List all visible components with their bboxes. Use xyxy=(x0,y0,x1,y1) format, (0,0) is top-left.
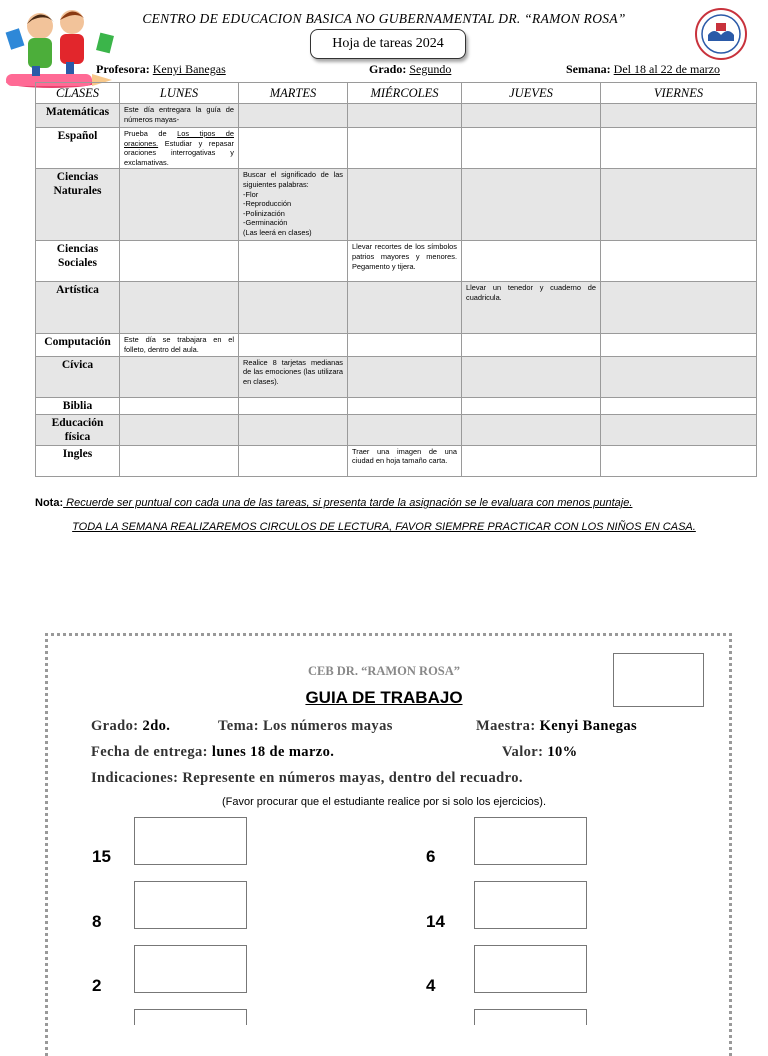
task-cell xyxy=(348,282,462,334)
answer-box[interactable] xyxy=(134,945,247,993)
teacher-info: Profesora: Kenyi Banegas xyxy=(96,62,226,76)
sheet-title: Hoja de tareas 2024 xyxy=(310,29,466,59)
subject-cell: Educación física xyxy=(36,414,120,445)
task-cell xyxy=(601,356,757,397)
grade-info: Grado: Segundo xyxy=(369,62,452,76)
guide-title: GUIA DE TRABAJO xyxy=(305,688,463,707)
col-header-clases: CLASES xyxy=(36,83,120,104)
task-cell xyxy=(239,445,348,476)
task-cell: Llevar un tenedor y cuaderno de cuadricula. xyxy=(462,282,601,334)
task-cell xyxy=(120,169,239,241)
subject-cell: Ingles xyxy=(36,445,120,476)
answer-box[interactable] xyxy=(134,881,247,929)
table-row xyxy=(36,104,757,128)
task-cell xyxy=(239,128,348,169)
task-cell xyxy=(462,445,601,476)
task-cell: Prueba de Los tipos de oraciones. Estudiar y repasar oraciones interrogativas y exclamativas. xyxy=(120,128,239,169)
exercise-number: 14 xyxy=(426,912,445,931)
subject-cell: Artística xyxy=(36,282,120,334)
task-cell xyxy=(348,334,462,356)
task-cell xyxy=(601,282,757,334)
table-row xyxy=(36,445,757,476)
guide-school-name: CEB DR. “RAMON ROSA” xyxy=(307,664,461,678)
table-row xyxy=(36,334,757,356)
task-cell xyxy=(462,241,601,282)
task-cell xyxy=(601,104,757,128)
answer-box[interactable] xyxy=(134,817,247,865)
table-row xyxy=(36,397,757,414)
subject-cell: Matemáticas xyxy=(36,104,120,128)
task-cell xyxy=(120,356,239,397)
guide-teacher: Maestra: Kenyi Banegas xyxy=(476,718,638,734)
homework-note: Nota: Recuerde ser puntual con cada una de las tareas, si presenta tarde la asignación se le evaluara con menos puntaje. xyxy=(35,497,633,509)
task-cell xyxy=(120,414,239,445)
guide-due-date: Fecha de entrega: lunes 18 de marzo. xyxy=(91,744,335,760)
col-header-martes: MARTES xyxy=(239,83,348,104)
answer-box[interactable] xyxy=(474,881,587,929)
exercise-number: 8 xyxy=(92,912,102,931)
task-cell xyxy=(462,414,601,445)
task-cell xyxy=(601,414,757,445)
task-cell: Este día entregara la guía de números mayas- xyxy=(120,104,239,128)
guide-grade: Grado: 2do. xyxy=(91,718,171,734)
task-cell xyxy=(348,397,462,414)
task-cell xyxy=(601,397,757,414)
guide-hint: (Favor procurar que el estudiante realice por si solo los ejercicios). xyxy=(221,796,547,808)
guide-topic: Tema: Los números mayas xyxy=(218,718,393,734)
task-cell xyxy=(601,445,757,476)
table-row xyxy=(36,356,757,397)
task-cell xyxy=(239,334,348,356)
answer-box[interactable] xyxy=(474,817,587,865)
task-cell xyxy=(601,128,757,169)
week-info: Semana: Del 18 al 22 de marzo xyxy=(566,62,720,76)
task-cell xyxy=(348,169,462,241)
subject-cell: Biblia xyxy=(36,397,120,414)
task-cell xyxy=(120,445,239,476)
answer-box-partial xyxy=(474,1009,587,1025)
exercise-number: 6 xyxy=(426,847,436,866)
table-header-row xyxy=(36,83,757,104)
col-header-jueves: JUEVES xyxy=(462,83,601,104)
subject-cell: Computación xyxy=(36,334,120,356)
table-row xyxy=(36,169,757,241)
task-cell: Llevar recortes de los símbolos patrios mayores y menores. Pegamento y tijera. xyxy=(348,241,462,282)
answer-box[interactable] xyxy=(474,945,587,993)
task-cell xyxy=(239,241,348,282)
table-row xyxy=(36,241,757,282)
exercise-number: 4 xyxy=(426,976,436,995)
reading-circle-note: TODA LA SEMANA REALIZAREMOS CIRCULOS DE LECTURA, FAVOR SIEMPRE PRACTICAR CON LOS NIÑOS EN CASA. xyxy=(72,521,696,533)
subject-cell: Cívica xyxy=(36,356,120,397)
task-cell xyxy=(462,169,601,241)
task-cell: Buscar el significado de las siguientes palabras: -Flor -Reproducción -Polinización -Germinación (Las leerá en clases) xyxy=(239,169,348,241)
task-cell xyxy=(462,334,601,356)
answer-box-partial xyxy=(134,1009,247,1025)
task-cell xyxy=(601,334,757,356)
subject-cell: Ciencias Naturales xyxy=(36,169,120,241)
col-header-miercoles: MIÉRCOLES xyxy=(348,83,462,104)
subject-cell: Español xyxy=(36,128,120,169)
school-seal xyxy=(694,5,748,63)
table-row xyxy=(36,128,757,169)
school-name: CENTRO DE EDUCACION BASICA NO GUBERNAMENTAL DR. “RAMON ROSA” xyxy=(142,11,626,26)
task-cell: Realice 8 tarjetas medianas de las emociones (las utilizara en clases). xyxy=(239,356,348,397)
task-cell xyxy=(120,241,239,282)
task-cell xyxy=(239,414,348,445)
homework-table xyxy=(35,82,757,477)
task-cell xyxy=(239,282,348,334)
task-cell xyxy=(348,128,462,169)
task-cell xyxy=(348,104,462,128)
task-cell xyxy=(239,104,348,128)
exercise-number: 15 xyxy=(92,847,111,866)
exercise-number: 2 xyxy=(92,976,102,995)
task-cell xyxy=(239,397,348,414)
task-cell: Este día se trabajara en el folleto, dentro del aula. xyxy=(120,334,239,356)
task-cell xyxy=(462,356,601,397)
task-cell xyxy=(462,104,601,128)
task-cell: Traer una imagen de una ciudad en hoja tamaño carta. xyxy=(348,445,462,476)
task-cell xyxy=(462,128,601,169)
col-header-viernes: VIERNES xyxy=(601,83,757,104)
table-row xyxy=(36,282,757,334)
task-cell xyxy=(120,397,239,414)
task-cell xyxy=(462,397,601,414)
task-cell xyxy=(348,414,462,445)
task-cell xyxy=(601,169,757,241)
guide-value: Valor: 10% xyxy=(502,744,578,760)
col-header-lunes: LUNES xyxy=(120,83,239,104)
task-cell xyxy=(348,356,462,397)
task-cell xyxy=(120,282,239,334)
table-row xyxy=(36,414,757,445)
subject-cell: Ciencias Sociales xyxy=(36,241,120,282)
task-cell xyxy=(601,241,757,282)
guide-instructions: Indicaciones: Represente en números mayas, dentro del recuadro. xyxy=(91,770,523,786)
